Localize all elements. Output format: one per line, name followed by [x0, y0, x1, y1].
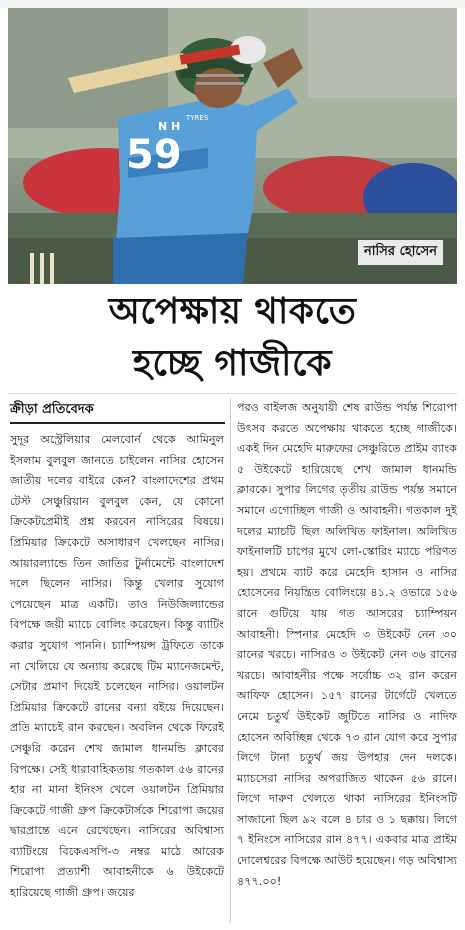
byline-underline: [10, 422, 225, 424]
column-divider: [230, 398, 231, 923]
headline-line-2: হচ্ছে গাজীকে: [132, 343, 333, 384]
jersey-number: 59: [126, 132, 182, 178]
photo-caption: নাসির হোসেন: [358, 240, 443, 265]
headline-line-1: অপেক্ষায় থাকতে: [108, 291, 357, 332]
page-top-strip: [0, 0, 465, 8]
byline: ক্রীড়া প্রতিবেদক: [10, 402, 94, 417]
jersey-sponsor: TYRES: [186, 114, 209, 122]
article-headline: [0, 286, 465, 390]
article-photo: [8, 8, 457, 284]
body-column-left: সুদূর অস্ট্রেলিয়ার মেলবোর্ন থেকে আমিনুল ইসলাম বুলবুল জানতে চাইলেন নাসির হোসেন জাতীয় দলের বাইরে কেন? বাংলাদেশের প্রথম টেস্ট সেঞ্চুরিয়ান বুলবুল কেন, যে কোনো ক্রিকেটপ্রেমীই প্রশ্ন করবেন নাসিরের বিষয়ে। প্রিমিয়ার ক্রিকেটে অসাধারণ খেলছেন নাসির। আয়ারল্যান্ডে তিন জাতির টুর্নামেন্টে বাংলাদেশ দলে ছিলেন নাসির। কিন্তু খেলার সুযোগ পেয়েছেন মাত্র একটি। তাও নিউজিল্যান্ডের বিপক্ষে জয়ী ম্যাচে বোলিং করেছেন। কিন্তু ব্যাটিং করার সুযোগ পাননি। চ্যাম্পিয়ন্স ট্রফিতে তাকে না খেলিয়ে যে অন্যায় করেছে টিম ম্যানেজমেন্ট, সেটার প্রমাণ দিয়েই চলেছেন নাসির। ওয়ালটন প্রিমিয়ার ক্রিকেটে রানের বন্যা বইয়ে দিয়েছেন। প্রতি ম্যাচেই রান করছেন। অবলিন থেকে ফিরেই সেঞ্চুরি করেন শেখ জামাল ধানমন্ডি ক্লাবের বিপক্ষে। সেই ধারাবাহিকতায় গতকাল ৫৬ রানের হার না মানা ইনিংস খেলে ওয়ালটন প্রিমিয়ার ক্রিকেটে গাজী গ্রুপ ক্রিকেটার্সকে শিরোপা জয়ের দ্বারপ্রান্তে এনে রেখেছেন। নাসিরের অবিশ্বাস্য ব্যাটিংয়ে বিকেএসপি-৩ নম্বর মাঠে আরেক শিরোপা প্রত্যাশী আবাহনীকে ৬ উইকেটে হারিয়েছে গাজী গ্রুপ। জয়ের: [10, 433, 224, 900]
jersey-name: N H: [158, 120, 181, 133]
headline-divider: [8, 393, 457, 394]
body-column-right: পরও বাইলজ অনুযায়ী শেষ রাউন্ড পর্যন্ত শিরোপা উৎসব করতে অপেক্ষায় থাকতে হচ্ছে গাজীকে। একই দিন মেহেদি মারুফের সেঞ্চুরিতে প্রাইম ব্যাংক ৫ উইকেটে হারিয়েছে শেখ জামাল ধানমন্ডি ক্লাবকে। সুপার লিগের তৃতীয় রাউন্ড পর্যন্ত সমানে সমানে এগোচ্ছিল গাজী ও আবাহনী। গতকাল দুই দলের ম্যাচটি ছিল অলিখিত ফাইনাল। অলিখিত ফাইনালটি চাপের মুখে লো-স্কোরিং ম্যাচে পরিণত হয়। প্রথমে ব্যাট করে মেহেদি হাসান ও নাসির হোসেনের নিয়ন্ত্রিত বোলিংয়ে ৪১.২ ওভারে ১৫৬ রানে গুটিয়ে যায় গত আসরের চ্যাম্পিয়ন আবাহনী। স্পিনার মেহেদি ৩ উইকেট নেন ৩০ রানের খরচে। নাসিরও ৩ উইকেট নেন ৩৬ রানের খরচে। আবাহনীর পক্ষে সর্বোচ্চ ৩২ রান করেন আফিফ হোসেন। ১৫৭ রানের টার্গেটে খেলতে নেমে চতুর্থ উইকেট জুটিতে নাসির ও নাদিফ হোসেন অবিচ্ছিন্ন থেকে ৭৩ রান যোগ করে সুপার লিগে টানা চতুর্থ জয় উপহার দেন দলকে। ম্যাচসেরা নাসির অপরাজিত থাকেন ৫৬ রানে। লিগে দারুণ খেলতে থাকা নাসিরের ইনিংসটি সাজানো ছিল ৯২ বলে ৪ চার ও ১ ছক্কায়। লিগে ৭ ইনিংসে নাসিরের রান ৪৭৭। একবার মাত্র প্রাইম দোলেশ্বরের বিপক্ষে আউট হয়েছেন। গড় অবিশ্বাস্য ৪৭৭.০০!: [237, 401, 457, 888]
